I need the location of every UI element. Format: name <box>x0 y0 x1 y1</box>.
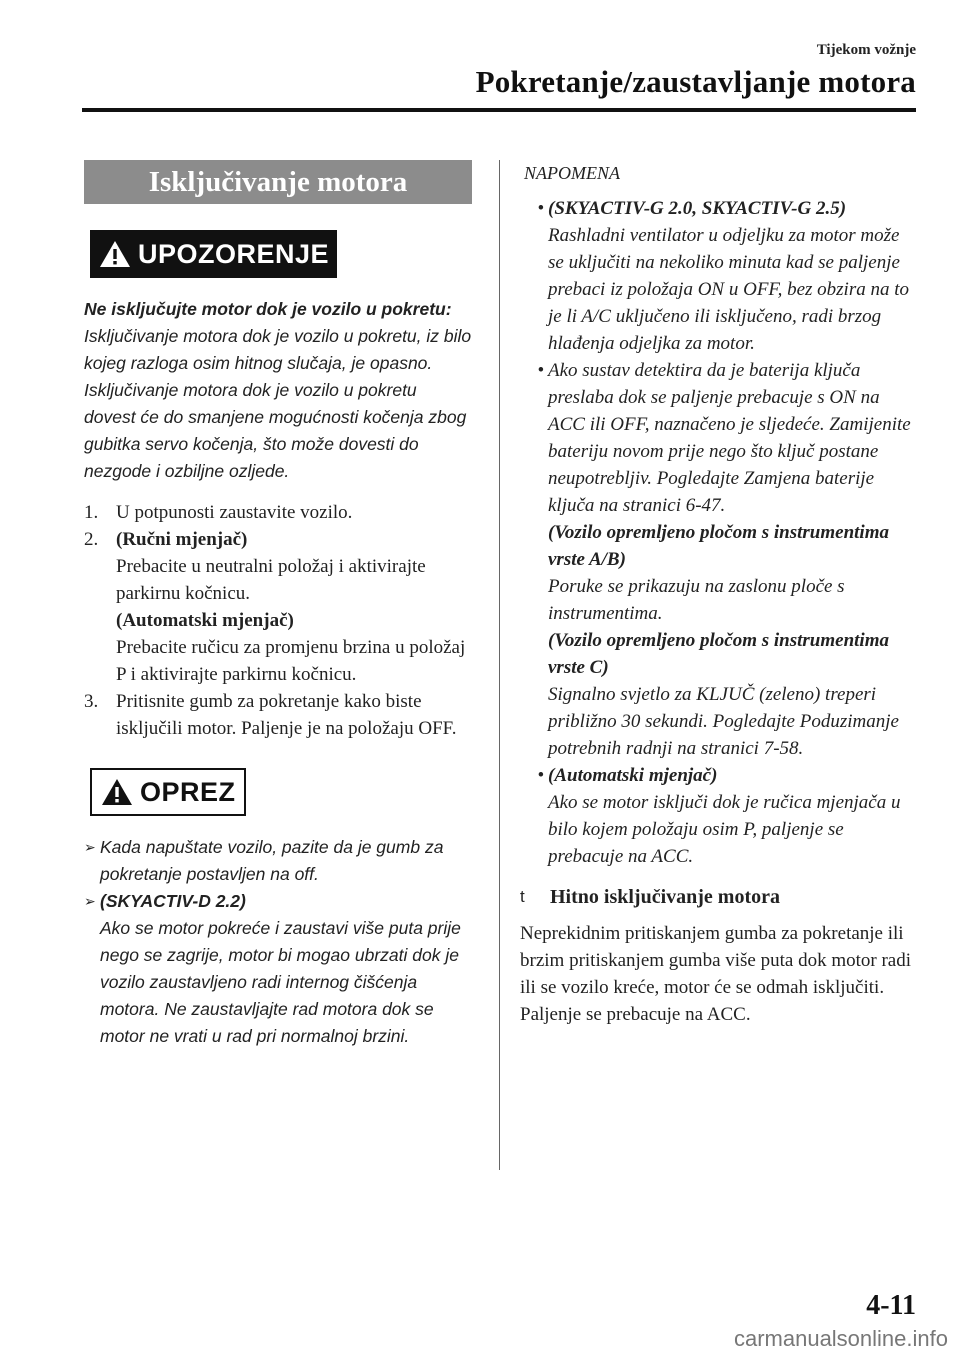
note-body <box>548 357 920 762</box>
subheading-marker: t <box>520 887 525 906</box>
step-body <box>116 688 472 742</box>
step-text: Prebacite u neutralni položaj i aktivirajte parkirnu kočnicu. <box>116 556 426 604</box>
warning-lead: Ne isključujte motor dok je vozilo u pokretu: <box>84 299 452 319</box>
left-column <box>84 160 472 1050</box>
warning-text <box>84 296 472 485</box>
note-text: Ako se motor isključi dok je ručica mjenjača u bilo kojem položaju osim P, paljenje se prebacuje na ACC. <box>548 792 901 867</box>
step-number: 1. <box>84 502 99 523</box>
note-lead: (Vozilo opremljeno pločom s instrumentima vrste A/B) <box>548 522 889 570</box>
step-body <box>116 499 352 526</box>
step-item <box>84 499 472 526</box>
bullet-dot-icon: • <box>537 765 544 786</box>
note-text: Signalno svjetlo za KLJUČ (zeleno) treperi približno 30 sekundi. Pogledajte Poduzimanje potrebnih radnji na stranici 7-58. <box>548 684 899 759</box>
arrow-bullet-icon: ➢ <box>84 893 96 909</box>
right-column <box>520 160 920 1028</box>
note-lead: (SKYACTIV-G 2.0, SKYACTIV-G 2.5) <box>548 198 847 219</box>
note-body <box>548 762 920 870</box>
header-rule <box>82 108 916 112</box>
step-subheading: (Ručni mjenjač) <box>116 529 248 550</box>
step-item <box>84 526 472 688</box>
note-title: NAPOMENA <box>524 163 620 183</box>
bullet-dot-icon: • <box>537 360 544 381</box>
step-text: Pritisnite gumb za pokretanje kako biste isključili motor. Paljenje je na položaju OFF. <box>116 691 457 739</box>
warning-label: UPOZORENJE <box>138 238 330 269</box>
running-header-section: Tijekom vožnje <box>816 42 916 58</box>
note-item <box>520 357 920 762</box>
note-text: Ako sustav detektira da je baterija ključa preslaba dok se paljenje prebacuje s ON na ACC ili OFF, naznačeno je sljedeće. Zamijenite bateriju novom prije nego što ključ postane neupotrebljiv. Pogledajte Zamjena baterije ključa na stranici 6-47. <box>548 360 911 516</box>
note-body <box>548 195 920 357</box>
note-text: Poruke se prikazuju na zaslonu ploče s instrumentima. <box>548 576 845 624</box>
step-number: 3. <box>84 691 99 712</box>
caution-list <box>84 834 472 1050</box>
caution-body <box>100 834 472 888</box>
step-number: 2. <box>84 529 99 550</box>
caution-lead: (SKYACTIV-D 2.2) <box>100 891 246 911</box>
step-item <box>84 688 472 742</box>
warning-triangle-icon <box>98 239 132 269</box>
emergency-paragraph: Neprekidnim pritiskanjem gumba za pokretanje ili brzim pritiskanjem gumba više puta dok motor radi ili se vozilo kreće, motor će se odmah isključiti. Paljenje se prebacuje na ACC. <box>520 923 912 1025</box>
section-banner: Isključivanje motora <box>84 160 472 204</box>
caution-item <box>84 834 472 888</box>
step-text: Prebacite ručicu za promjenu brzina u položaj P i aktivirajte parkirnu kočnicu. <box>116 637 466 685</box>
caution-text: Ako se motor pokreće i zaustavi više puta prije nego se zagrije, motor bi mogao ubrzati dok je vozilo zaustavljeno radi internog čišćenja motora. Ne zaustavljajte rad motora dok se motor ne vrati u rad pri normalnoj brzini. <box>100 918 461 1046</box>
step-subheading: (Automatski mjenjač) <box>116 610 294 631</box>
caution-body <box>100 888 472 1050</box>
note-list <box>520 195 920 870</box>
note-lead: (Automatski mjenjač) <box>548 765 718 786</box>
subheading <box>520 882 920 912</box>
caution-text: Kada napuštate vozilo, pazite da je gumb za pokretanje postavljen na off. <box>100 837 444 884</box>
warning-badge <box>90 230 337 278</box>
warning-body: Isključivanje motora dok je vozilo u pokretu, iz bilo kojeg razloga osim hitnog slučaja, je opasno. Isključivanje motora dok je vozilo u pokretu dovest će do smanjene mogućnosti kočenja zbog gubitka servo kočenja, što može dovesti do nezgode i ozbiljne ozljede. <box>84 326 472 481</box>
arrow-bullet-icon: ➢ <box>84 839 96 855</box>
caution-badge <box>90 768 246 816</box>
bullet-dot-icon: • <box>537 198 544 219</box>
subheading-text: Hitno isključivanje motora <box>550 886 780 908</box>
column-divider <box>499 160 500 1170</box>
caution-item <box>84 888 472 1050</box>
running-header-title: Pokretanje/zaustavljanje motora <box>475 64 916 99</box>
step-text: U potpunosti zaustavite vozilo. <box>116 502 353 523</box>
note-item <box>520 195 920 357</box>
step-body <box>116 526 472 688</box>
note-text: Rashladni ventilator u odjeljku za motor može se uključiti na nekoliko minuta kad se paljenje prebaci iz položaja ON u OFF, bez obzira na to je li A/C uključeno ili isključeno, radi brzog hlađenja odjeljka za motor. <box>548 225 910 354</box>
watermark: carmanualsonline.info <box>733 1326 948 1351</box>
caution-label: OPREZ <box>140 776 236 807</box>
steps-list <box>84 499 472 742</box>
note-item <box>520 762 920 870</box>
page-number: 4-11 <box>866 1290 916 1321</box>
caution-triangle-icon <box>100 777 134 807</box>
note-lead: (Vozilo opremljeno pločom s instrumentima vrste C) <box>548 630 889 678</box>
